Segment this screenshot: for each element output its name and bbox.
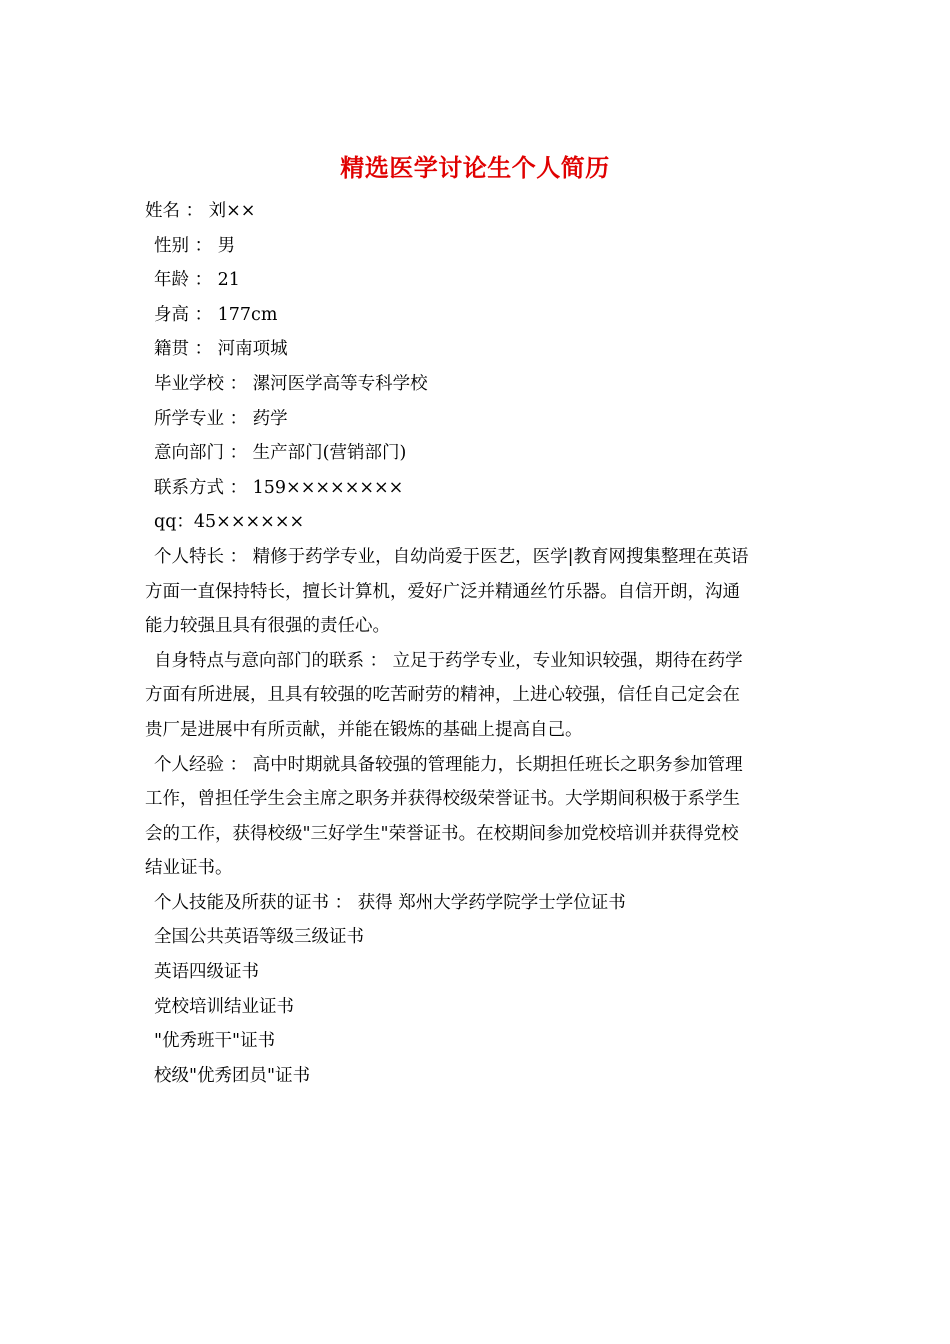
field-value: 177cm (217, 304, 278, 325)
paragraph-line: 结业证书。 (145, 858, 233, 879)
certificates-sep: ： (329, 892, 358, 913)
field-age (145, 263, 807, 298)
field-value: 刘×× (208, 201, 256, 221)
field-contact (145, 471, 807, 506)
field-sep: ： (224, 373, 253, 394)
certificate-item: 党校培训结业证书 (154, 996, 294, 1017)
certificate-item: 全国公共英语等级三级证书 (154, 927, 364, 948)
paragraph-text: 立足于药学专业，专业知识较强，期待在药学 (392, 650, 743, 671)
field-sep: ： (189, 339, 218, 360)
paragraph-line: 贵厂是进展中有所贡献，并能在锻炼的基础上提高自己。 (145, 719, 583, 740)
paragraph-line (145, 644, 807, 679)
paragraph-line: 方面有所进展，且具有较强的吃苦耐劳的精神，上进心较强，信任自己定会在 (145, 685, 740, 706)
field-value: 河南项城 (217, 339, 288, 360)
paragraph-line: 工作，曾担任学生会主席之职务并获得校级荣誉证书。大学期间积极于系学生 (145, 789, 740, 810)
field-name (145, 194, 807, 229)
resume-content (145, 194, 807, 1093)
field-value: 男 (217, 235, 236, 256)
field-department (145, 436, 807, 471)
field-sep: ： (224, 443, 253, 464)
paragraph-label: 个人特长 (154, 546, 224, 567)
field-height (145, 298, 807, 333)
field-label: qq (154, 512, 177, 533)
field-sep: ： (180, 201, 209, 221)
field-value: 45×××××× (193, 512, 305, 533)
field-label: 年龄 (154, 270, 189, 291)
certificates-section (145, 886, 807, 1094)
paragraph-experience (145, 748, 807, 886)
certificates-first: 获得 郑州大学药学院学士学位证书 (357, 892, 626, 913)
field-label: 意向部门 (154, 443, 224, 464)
paragraph-line: 能力较强且具有很强的责任心。 (145, 616, 390, 637)
certificates-heading (145, 886, 807, 921)
field-sep: ： (189, 270, 218, 291)
paragraph-label: 个人经验 (154, 754, 224, 775)
field-school (145, 367, 807, 402)
paragraph-label: 自身特点与意向部门的联系 (154, 650, 364, 671)
field-sep: ： (224, 477, 253, 498)
field-qq (145, 505, 807, 540)
field-major (145, 402, 807, 437)
field-sep: ： (224, 408, 253, 429)
paragraph-line (145, 748, 807, 783)
field-label: 姓名 (145, 201, 180, 221)
field-label: 毕业学校 (154, 373, 224, 394)
field-value: 生产部门(营销部门) (252, 443, 407, 464)
paragraph-sep: ： (224, 754, 253, 775)
certificate-item: 校级"优秀团员"证书 (154, 1065, 311, 1086)
field-label: 性别 (154, 235, 189, 256)
field-gender (145, 229, 807, 264)
certificate-item: "优秀班干"证书 (154, 1031, 276, 1052)
field-label: 身高 (154, 304, 189, 325)
paragraph-traits (145, 644, 807, 748)
field-label: 所学专业 (154, 408, 224, 429)
field-value: 药学 (252, 408, 288, 429)
certificate-item: 英语四级证书 (154, 962, 259, 983)
paragraph-sep: ： (224, 546, 253, 567)
paragraph-line (145, 540, 807, 575)
page-title: 精选医学讨论生个人简历 (340, 153, 610, 182)
field-sep: ： (176, 512, 194, 533)
paragraph-text: 精修于药学专业，自幼尚爱于医艺，医学|教育网搜集整理在英语 (252, 546, 749, 567)
paragraph-sep: ： (364, 650, 393, 671)
field-sep: ： (189, 304, 218, 325)
field-label: 籍贯 (154, 339, 189, 360)
field-value: 21 (217, 270, 240, 291)
field-hometown (145, 332, 807, 367)
paragraph-specialty (145, 540, 807, 644)
field-value: 漯河医学高等专科学校 (252, 373, 428, 394)
field-sep: ： (189, 235, 218, 256)
paragraph-line: 方面一直保持特长，擅长计算机，爱好广泛并精通丝竹乐器。自信开朗，沟通 (145, 581, 740, 602)
field-label: 联系方式 (154, 477, 224, 498)
certificates-label: 个人技能及所获的证书 (154, 892, 329, 913)
paragraph-line: 会的工作，获得校级"三好学生"荣誉证书。在校期间参加党校培训并获得党校 (145, 823, 739, 844)
paragraph-text: 高中时期就具备较强的管理能力，长期担任班长之职务参加管理 (252, 754, 743, 775)
field-value: 159×××××××× (252, 477, 404, 498)
